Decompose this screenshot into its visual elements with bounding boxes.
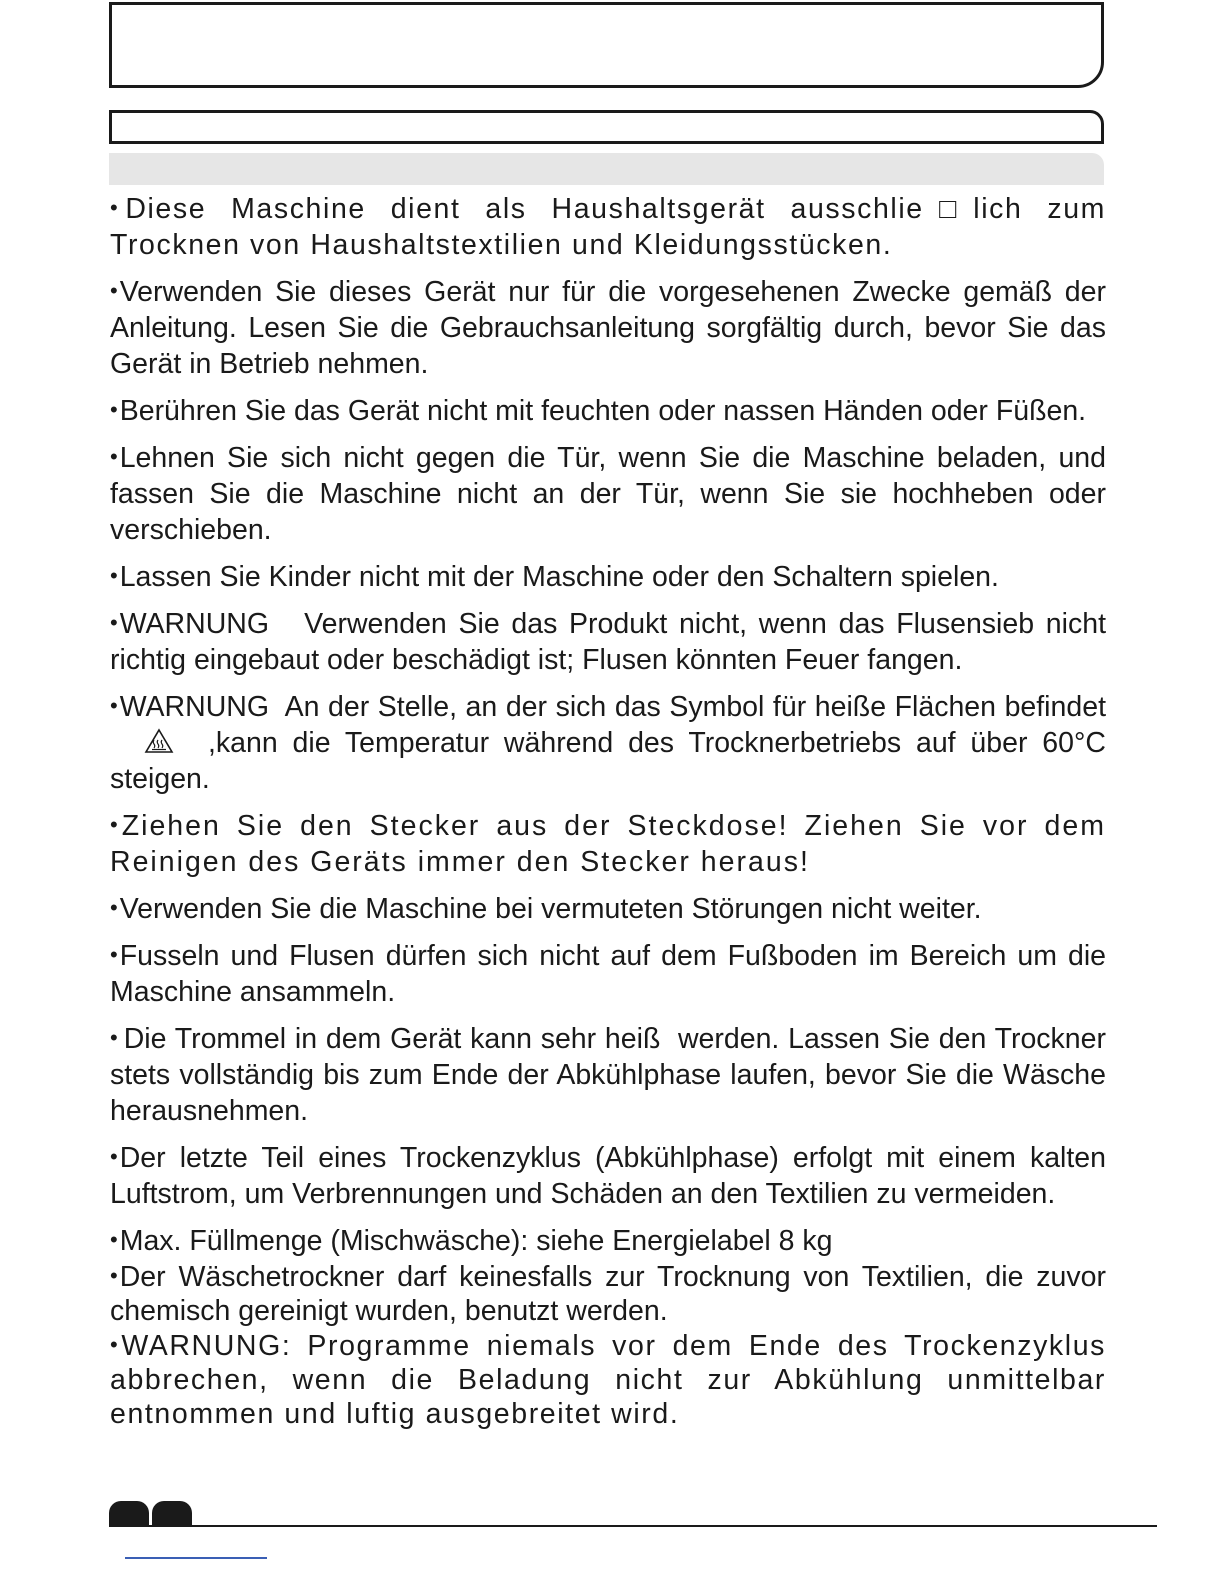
list-item: [110, 190, 1106, 263]
list-item: [110, 688, 1114, 797]
bullet-marker: •: [110, 563, 118, 588]
safety-instructions-list: [110, 190, 1114, 1431]
list-item: [110, 1139, 1106, 1212]
page-number-tab-left: [109, 1501, 149, 1527]
bullet-marker: •: [110, 1144, 118, 1169]
bullet-marker: •: [110, 195, 120, 220]
section-title-box: [109, 110, 1104, 144]
list-item-text: WARNUNG Verwenden Sie das Produkt nicht, wenn das Flusensieb nicht richtig eingebaut oder beschädigt ist; Flusen könnten Feuer fangen.: [110, 608, 1114, 676]
list-item: [110, 558, 1106, 595]
list-item: [110, 1020, 1114, 1129]
list-item-text-continued: ,kann die Temperatur während des Trocknerbetriebs auf über 60°C steigen.: [110, 727, 1114, 795]
bullet-marker: •: [110, 1332, 120, 1357]
list-item: [110, 1222, 1106, 1259]
list-item-text: Die Trommel in dem Gerät kann sehr heiß werden. Lassen Sie den Trockner stets vollständig bis zum Ende der Abkühlphase laufen, bevor Sie die Wäsche herausnehmen.: [110, 1023, 1114, 1127]
list-item-text: Lassen Sie Kinder nicht mit der Maschine oder den Schaltern spielen.: [119, 561, 999, 593]
list-item-text: Verwenden Sie dieses Gerät nur für die vorgesehenen Zwecke gemäß der Anleitung. Lesen Sie die Gebrauchsanleitung sorgfältig durch, bevor Sie das Gerät in Betrieb nehmen.: [110, 276, 1106, 380]
list-item-text: WARNUNG An der Stelle, an der sich das Symbol für heiße Flächen befindet: [119, 691, 1106, 723]
list-item: [110, 273, 1106, 382]
list-item-text: Diese Maschine dient als Haushaltsgerät ausschlie□lich zum Trocknen von Haushaltstextilien und Kleidungsstücken.: [110, 193, 1106, 261]
list-item: [110, 1259, 1106, 1328]
footer-rule: [109, 1525, 1157, 1527]
bullet-marker: •: [110, 942, 118, 967]
list-item: [110, 1328, 1106, 1431]
list-item-text: Der Wäschetrockner darf keinesfalls zur Trocknung von Textilien, die zuvor chemisch gereinigt wurden, benutzt werden.: [110, 1261, 1106, 1327]
list-item: [110, 890, 1106, 927]
list-item-text: WARNUNG: Programme niemals vor dem Ende des Trockenzyklus abbrechen, wenn die Beladung nicht zur Abkühlung unmittelbar entnommen und luftig ausgebreitet wird.: [110, 1330, 1106, 1430]
section-band: [109, 153, 1104, 185]
hot-surface-warning-icon: [144, 727, 174, 753]
list-item-text: Max. Füllmenge (Mischwäsche): siehe Energielabel 8 kg: [119, 1225, 833, 1257]
bullet-marker: •: [110, 444, 118, 469]
bullet-marker: •: [110, 1025, 118, 1050]
list-item-text: Lehnen Sie sich nicht gegen die Tür, wenn Sie die Maschine beladen, und fassen Sie die Maschine nicht an der Tür, wenn Sie sie hochheben oder verschieben.: [110, 442, 1106, 546]
bullet-marker: •: [110, 812, 120, 837]
bullet-marker: •: [110, 693, 118, 718]
list-item-text: Der letzte Teil eines Trockenzyklus (Abkühlphase) erfolgt mit einem kalten Luftstrom, um Verbrennungen und Schäden an den Textilien zu vermeiden.: [110, 1142, 1106, 1210]
header-title-box: [109, 2, 1104, 88]
bullet-marker: •: [110, 1263, 118, 1288]
page-number-tab-right: [152, 1501, 192, 1527]
bullet-marker: •: [110, 397, 118, 422]
list-item: [110, 605, 1114, 678]
list-item-text: Verwenden Sie die Maschine bei vermuteten Störungen nicht weiter.: [119, 893, 982, 925]
list-item-text: Ziehen Sie den Stecker aus der Steckdose! Ziehen Sie vor dem Reinigen des Geräts immer den Stecker heraus!: [110, 810, 1106, 878]
list-item-text: Fusseln und Flusen dürfen sich nicht auf dem Fußboden im Bereich um die Maschine ansammeln.: [110, 940, 1106, 1008]
list-item: [110, 937, 1106, 1010]
footer-link-mark: [125, 1557, 267, 1559]
list-item-text: Berühren Sie das Gerät nicht mit feuchten oder nassen Händen oder Füßen.: [119, 395, 1087, 427]
bullet-marker: •: [110, 895, 118, 920]
list-item: [110, 439, 1106, 548]
bullet-marker: •: [110, 278, 118, 303]
list-item: [110, 807, 1106, 880]
bullet-marker: •: [110, 610, 118, 635]
bullet-marker: •: [110, 1227, 118, 1252]
list-item: [110, 392, 1106, 429]
